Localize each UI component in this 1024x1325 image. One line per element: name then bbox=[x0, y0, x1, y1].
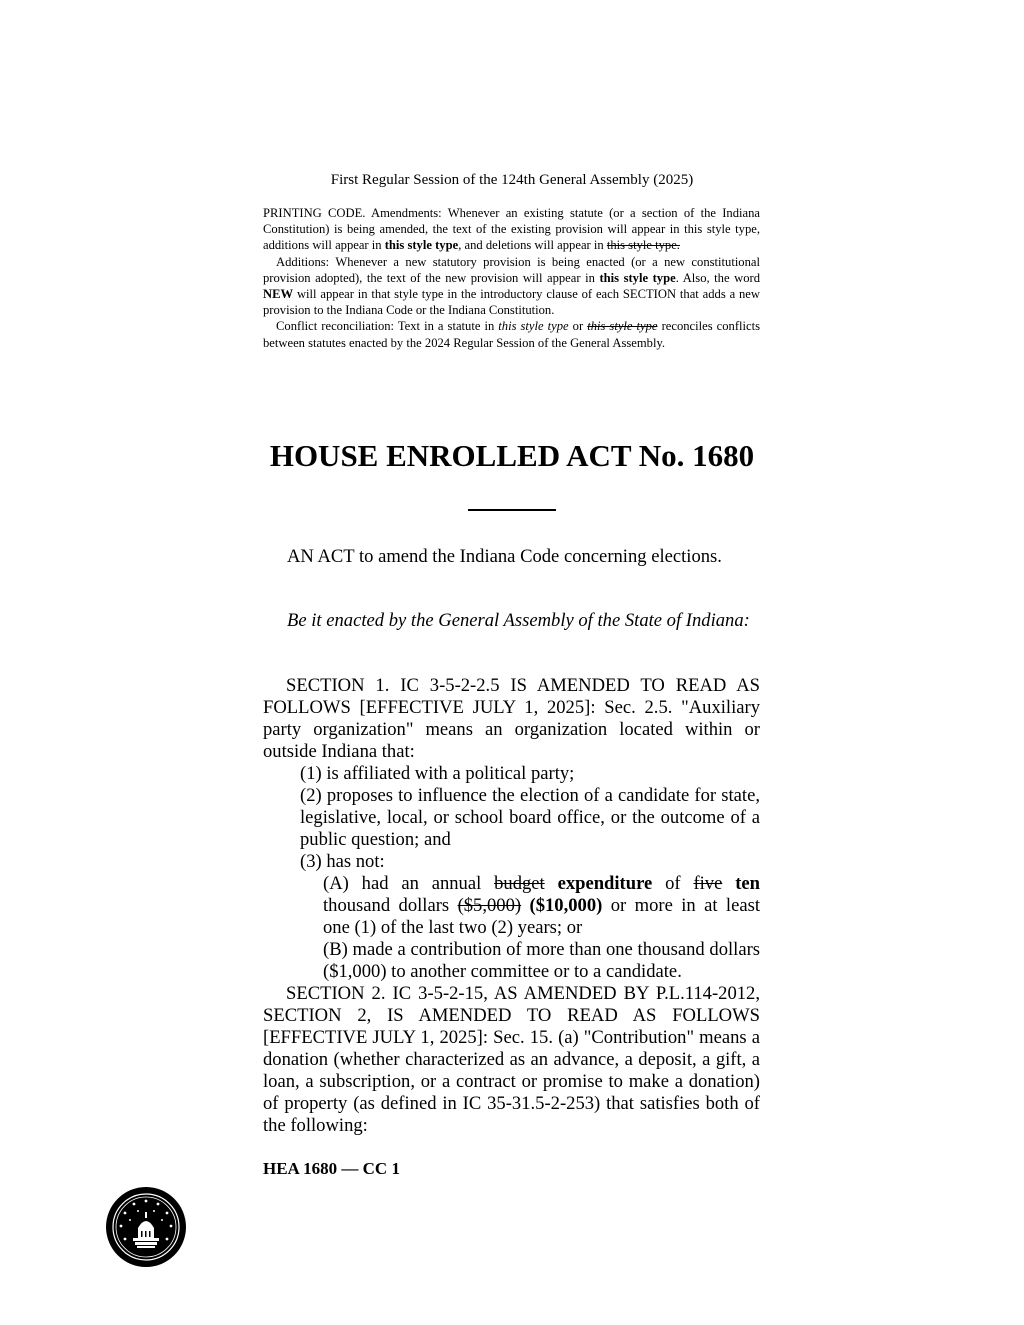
printing-code-additions: Additions: Whenever a new statutory provision is being enacted (or a new constitutional provision adopted), the text of the new provision will appear in this style type. Also, the word NEW will appear in that style type in the introductory clause of each SECTION that adds a new provision to the Indiana Code or the Indiana Constitution. bbox=[263, 254, 760, 318]
act-body bbox=[263, 675, 760, 1137]
printing-code-amendments: PRINTING CODE. Amendments: Whenever an existing statute (or a section of the Indiana Constitution) is being amended, the text of the existing provision will appear in this style type, additions will appear in this style type, and deletions will appear in this style type. bbox=[263, 206, 760, 253]
footer-bill-number: HEA 1680 — CC 1 bbox=[263, 1159, 400, 1178]
printing-code bbox=[263, 205, 760, 351]
title-rule bbox=[468, 509, 556, 511]
section-1-clause-b: (B) made a contribution of more than one thousand dollars ($1,000) to another committee or to a candidate. bbox=[323, 939, 760, 982]
state-seal-icon bbox=[105, 1186, 187, 1268]
printing-code-conflict: Conflict reconciliation: Text in a statute in this style type or this style type reconciles conflicts between statutes enacted by the 2024 Regular Session of the General Assembly. bbox=[263, 319, 761, 350]
session-header: First Regular Session of the 124th General Assembly (2025) bbox=[330, 172, 694, 188]
section-1-item-3: (3) has not: bbox=[300, 851, 385, 872]
enacting-clause: Be it enacted by the General Assembly of the State of Indiana: bbox=[287, 610, 750, 631]
section-1-intro: SECTION 1. IC 3-5-2-2.5 IS AMENDED TO READ AS FOLLOWS [EFFECTIVE JULY 1, 2025]: Sec. 2.5. "Auxiliary party organization" means an organization located within or outside Indiana that: bbox=[263, 675, 760, 762]
section-1-item-2: (2) proposes to influence the election of a candidate for state, legislative, local, or school board office, or the outcome of a public question; and bbox=[300, 785, 760, 850]
act-description: AN ACT to amend the Indiana Code concerning elections. bbox=[287, 546, 722, 567]
section-2-text: SECTION 2. IC 3-5-2-15, AS AMENDED BY P.L.114-2012, SECTION 2, IS AMENDED TO READ AS FOLLOWS [EFFECTIVE JULY 1, 2025]: Sec. 15. (a) "Contribution" means a donation (whether characterized as an advance, a deposit, a gift, a loan, a subscription, or a contract or promise to make a donation) of property (as defined in IC 35-31.5-2-253) that satisfies both of the following: bbox=[263, 983, 760, 1136]
act-title: HOUSE ENROLLED ACT No. 1680 bbox=[269, 438, 755, 473]
section-1-clause-a: (A) had an annual budget expenditure of five ten thousand dollars ($5,000) ($10,000) or more in at least one (1) of the last two (2) years; or bbox=[323, 873, 760, 938]
section-1-item-1: (1) is affiliated with a political party; bbox=[300, 763, 575, 784]
